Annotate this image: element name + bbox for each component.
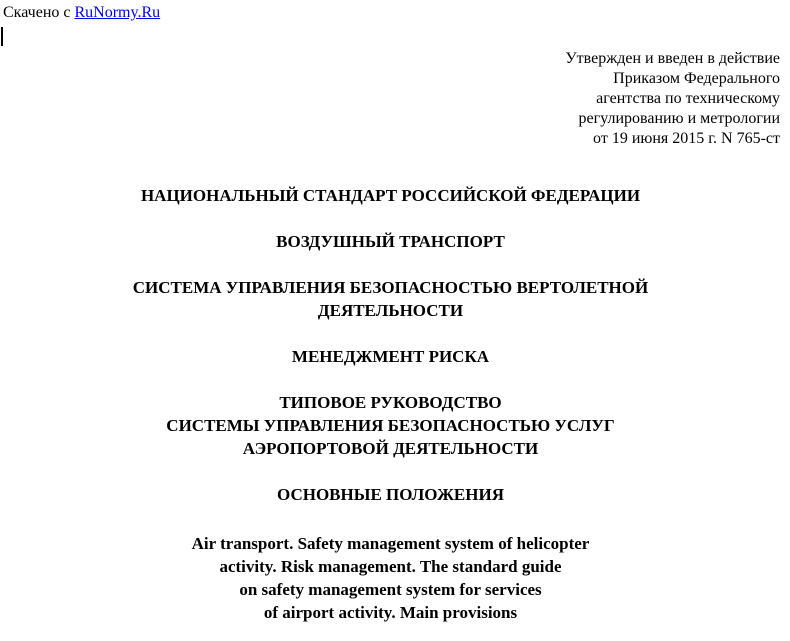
- approval-line: агентства по техническому: [596, 90, 780, 107]
- english-title-line: on safety management system for services: [239, 580, 542, 599]
- approval-line: регулированию и метрологии: [578, 110, 780, 127]
- english-title-line: of airport activity. Main provisions: [263, 603, 518, 622]
- english-title: [0, 532, 781, 624]
- heading-line: МЕНЕДЖМЕНТ РИСКА: [291, 347, 490, 366]
- heading-line: СИСТЕМЫ УПРАВЛЕНИЯ БЕЗОПАСНОСТЬЮ УСЛУГ: [166, 416, 615, 435]
- approval-line: Приказом Федерального: [613, 70, 780, 87]
- risk-management-heading: [0, 345, 781, 368]
- source-prefix: Скачено с: [3, 4, 75, 21]
- heading-line: ДЕЯТЕЛЬНОСТИ: [317, 301, 464, 320]
- basic-provisions-heading: [0, 483, 781, 506]
- runormy-link[interactable]: RuNormy.Ru: [74, 4, 161, 21]
- guide-title-heading: [0, 391, 781, 460]
- english-title-line: activity. Risk management. The standard guide: [219, 557, 562, 576]
- approval-block: [565, 49, 780, 149]
- national-standard-heading: [0, 184, 781, 207]
- sms-title-heading: [0, 276, 781, 322]
- source-line: [3, 3, 160, 22]
- air-transport-heading: [0, 230, 781, 253]
- heading-line: ВОЗДУШНЫЙ ТРАНСПОРТ: [276, 232, 505, 251]
- approval-line: Утвержден и введен в действие: [565, 50, 780, 67]
- text-cursor: [1, 27, 3, 46]
- heading-line: ОСНОВНЫЕ ПОЛОЖЕНИЯ: [277, 485, 504, 504]
- heading-line: ТИПОВОЕ РУКОВОДСТВО: [279, 393, 502, 412]
- approval-line: от 19 июня 2015 г. N 765-ст: [593, 130, 780, 147]
- heading-line: АЭРОПОРТОВОЙ ДЕЯТЕЛЬНОСТИ: [242, 439, 539, 458]
- english-title-line: Air transport. Safety management system of helicopter: [191, 534, 590, 553]
- heading-line: СИСТЕМА УПРАВЛЕНИЯ БЕЗОПАСНОСТЬЮ ВЕРТОЛЕТНОЙ: [132, 278, 649, 297]
- heading-line: НАЦИОНАЛЬНЫЙ СТАНДАРТ РОССИЙСКОЙ ФЕДЕРАЦИИ: [140, 186, 641, 205]
